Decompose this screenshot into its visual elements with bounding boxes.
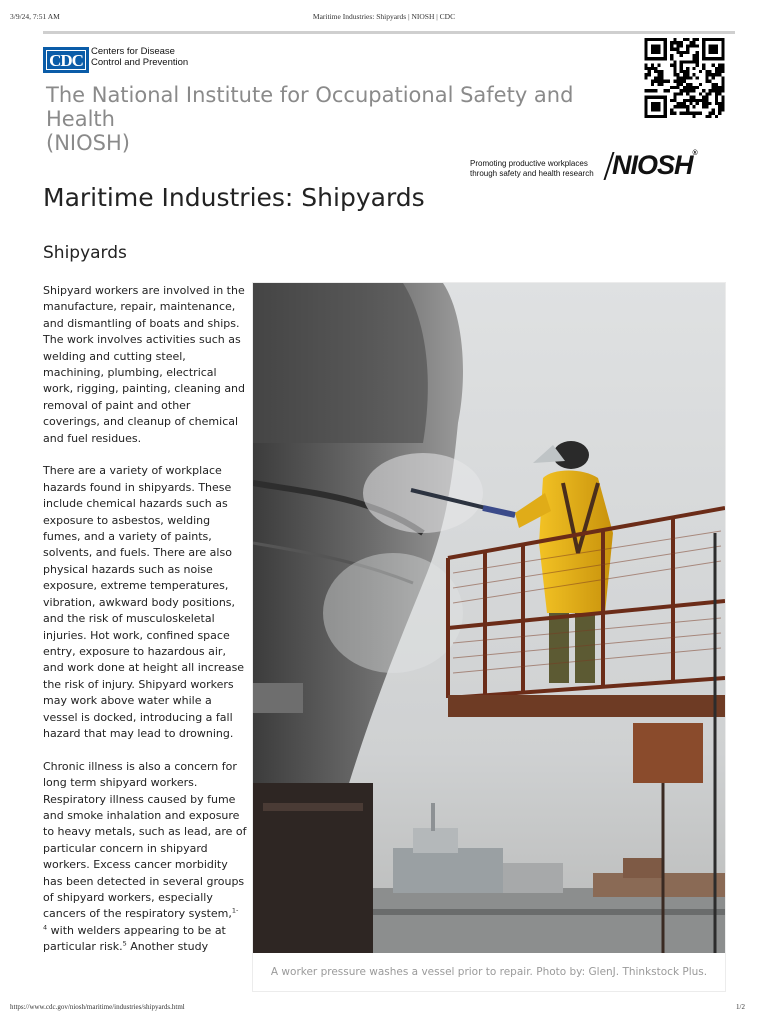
figure-caption: A worker pressure washes a vessel prior to repair. Photo by: GlenJ. Thinkstock Plus. <box>270 966 708 978</box>
figure <box>252 282 726 992</box>
paragraph-1: Shipyard workers are involved in the manufacture, repair, maintenance, and dismantling of boats and ships. The work involves activities such as welding and cutting steel, machining, plumbing, electrical work, rigging, painting, cleaning and removal of paint and other coverings, and cleanup of chemical and fuel residues. <box>43 284 246 445</box>
paragraph-3-text: Chronic illness is also a concern for long term shipyard workers. Respiratory illness caused by fume and smoke inhalation and exposure to heavy metals, such as lead, are of particular concern in shipyard workers. Excess cancer morbidity has been detected in several groups of shipyard workers, especially cancers of the respiratory system, <box>43 759 247 921</box>
paragraph-3-text-3: Another study <box>126 940 209 954</box>
reference-link-1-4[interactable]: 1- 4 <box>43 906 239 932</box>
print-footer <box>0 1003 768 1015</box>
qr-code-icon <box>643 38 726 118</box>
reference-link-5[interactable]: 5 <box>122 939 127 948</box>
header-divider <box>43 31 735 34</box>
print-header <box>0 12 768 24</box>
section-title: Shipyards <box>43 243 127 263</box>
print-document-title: Maritime Industries: Shipyards | NIOSH | CDC <box>312 12 456 21</box>
niosh-tagline-line2: through safety and health research <box>470 169 594 178</box>
paragraph-3 <box>43 759 248 956</box>
cdc-logo[interactable] <box>43 47 89 73</box>
niosh-logo[interactable] <box>612 150 697 181</box>
paragraph-3-text-2: with welders appearing to be at particular risk. <box>43 923 226 954</box>
niosh-logo-text: NIOSH <box>612 150 693 180</box>
article-body <box>43 283 248 972</box>
niosh-tagline <box>470 159 594 179</box>
paragraph-2: There are a variety of workplace hazards found in shipyards. These include chemical hazards such as exposure to asbestos, welding fumes, and a variety of paints, solvents, and fuels. There are also physical hazards such as noise exposure, extreme temperatures, vibration, awkward body positions, and the risk of musculoskeletal injuries. Hot work, confined space entry, exposure to hazardous air, and work done at height all increase the risk of injury. Shipyard workers may work above water while a vessel is docked, introducing a fall hazard that may lead to drowning. <box>43 464 245 740</box>
page-title: Maritime Industries: Shipyards <box>43 183 425 212</box>
print-datetime: 3/9/24, 7:51 AM <box>10 12 60 21</box>
niosh-tagline-line1: Promoting productive workplaces <box>470 159 588 168</box>
niosh-full-name <box>46 83 646 155</box>
print-page-number: 1/2 <box>736 1003 745 1011</box>
niosh-full-name-line1: The National Institute for Occupational Safety and Health <box>46 83 574 131</box>
print-url[interactable]: https://www.cdc.gov/niosh/maritime/industries/shipyards.html <box>10 1003 185 1011</box>
worker-pressure-washing-photo <box>253 283 725 953</box>
cdc-logo-text: CDC <box>49 51 83 70</box>
registered-mark: ® <box>692 150 697 157</box>
niosh-full-name-line2: (NIOSH) <box>46 131 130 155</box>
cdc-name-line2: Control and Prevention <box>91 56 189 68</box>
cdc-name-line1: Centers for Disease <box>91 46 175 57</box>
cdc-name[interactable] <box>91 47 188 68</box>
